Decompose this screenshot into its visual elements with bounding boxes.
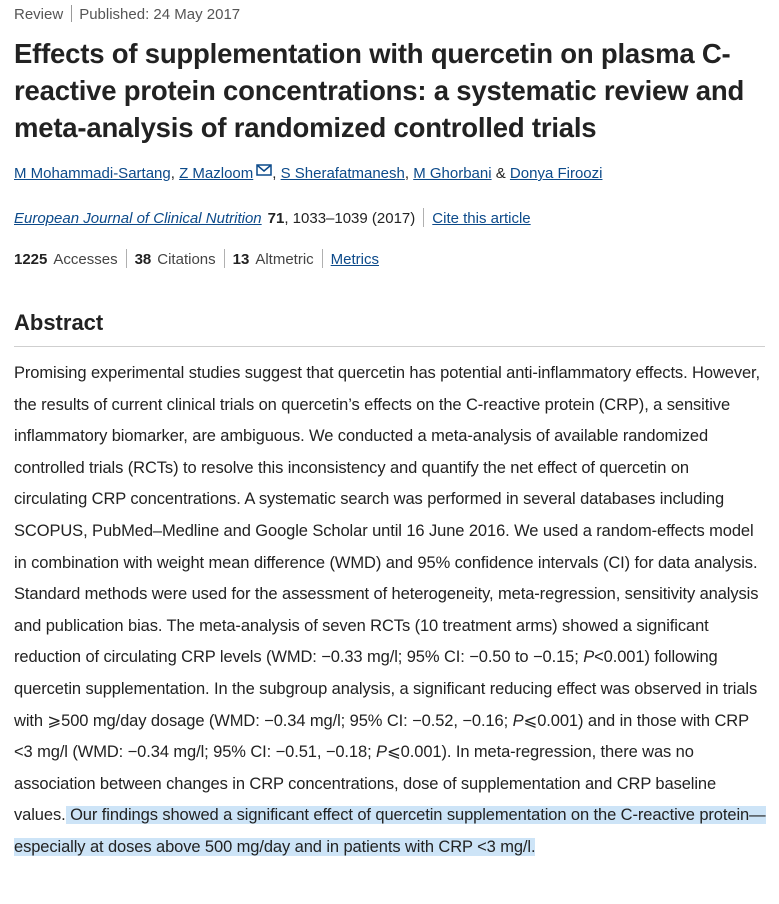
author-link[interactable]: M Ghorbani bbox=[413, 165, 492, 182]
altmetric-label: Altmetric bbox=[255, 251, 314, 268]
altmetric-count: 13 bbox=[232, 251, 250, 268]
divider bbox=[322, 249, 323, 268]
pages-year: , 1033–1039 (2017) bbox=[284, 210, 416, 227]
article-type: Review bbox=[14, 6, 64, 23]
author-link[interactable]: Donya Firoozi bbox=[509, 165, 603, 182]
volume: 71 bbox=[267, 210, 285, 227]
accesses-count: 1225 bbox=[14, 251, 48, 268]
citation-line bbox=[14, 208, 531, 227]
accesses-label: Accesses bbox=[53, 251, 118, 268]
abstract-heading: Abstract bbox=[14, 310, 104, 335]
citations-label: Citations bbox=[157, 251, 216, 268]
author-list: M Mohammadi-Sartang, Z Mazloom , S Sherafatmanesh, M Ghorbani & Donya Firoozi bbox=[14, 165, 603, 182]
published-date: Published: 24 May 2017 bbox=[79, 6, 241, 23]
divider bbox=[71, 5, 72, 22]
divider bbox=[423, 208, 424, 227]
article-title: Effects of supplementation with quercetin on plasma C-reactive protein concentrations: a systematic review and meta-analysis of randomized controlled trials bbox=[14, 38, 745, 143]
selected-text: Our findings showed a significant effect of quercetin supplementation on the C-reactive protein—especially at doses above 500 mg/day and in patients with CRP <3 mg/l. bbox=[14, 806, 766, 856]
divider bbox=[126, 249, 127, 268]
citations-count: 38 bbox=[134, 251, 152, 268]
article-meta bbox=[14, 5, 240, 23]
metrics-bar bbox=[14, 249, 379, 268]
journal-link[interactable]: European Journal of Clinical Nutrition bbox=[14, 210, 262, 227]
envelope-icon[interactable] bbox=[256, 163, 272, 180]
author-link[interactable]: M Mohammadi-Sartang bbox=[14, 165, 171, 182]
section-divider bbox=[14, 346, 765, 347]
metrics-link[interactable]: Metrics bbox=[330, 251, 379, 268]
author-link[interactable]: S Sherafatmanesh bbox=[280, 165, 405, 182]
divider bbox=[224, 249, 225, 268]
abstract-text: Promising experimental studies suggest that quercetin has potential anti-inflammatory effects. However, the results of current clinical trials on quercetin’s effects on the C-reactive protein (CRP), a sensitive inflammatory biomarker, are ambiguous. We conducted a meta-analysis of available randomized controlled trials (RCTs) to resolve this inconsistency and quantify the net effect of quercetin on circulating CRP concentrations. A systematic search was performed in several databases including SCOPUS, PubMed–Medline and Google Scholar until 16 June 2016. We used a random-effects model in combination with weight mean difference (WMD) and 95% confidence intervals (CI) for data analysis. Standard methods were used for the assessment of heterogeneity, meta-regression, sensitivity analysis and publication bias. The meta-analysis of seven RCTs (10 treatment arms) showed a significant reduction of circulating CRP levels (WMD: −0.33 mg/l; 95% CI: −0.50 to −0.15; P<0.001) following quercetin supplementation. In the subgroup analysis, a significant reducing effect was observed in trials with ⩾500 mg/day dosage (WMD: −0.34 mg/l; 95% CI: −0.52, −0.16; P⩽0.001) and in those with CRP <3 mg/l (WMD: −0.34 mg/l; 95% CI: −0.51, −0.18; P⩽0.001). In meta-regression, there was no association between changes in CRP concentrations, dose of supplementation and CRP baseline values. Our findings showed a significant effect of quercetin supplementation on the C-reactive protein—especially at doses above 500 mg/day and in patients with CRP <3 mg/l. bbox=[14, 364, 766, 856]
cite-this-article-link[interactable]: Cite this article bbox=[432, 210, 531, 227]
author-link[interactable]: Z Mazloom bbox=[179, 165, 254, 182]
